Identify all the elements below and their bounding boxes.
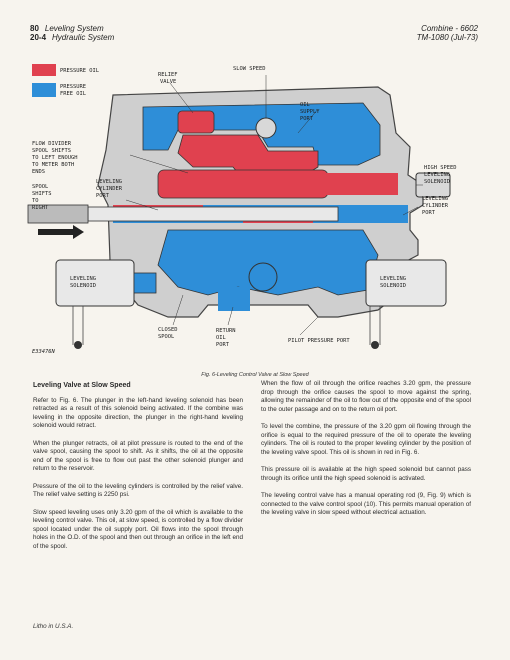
left-column — [33, 382, 243, 560]
left-cyl-port-label-1: LEVELING — [96, 179, 122, 185]
page-header-right — [417, 24, 478, 42]
return-port-bore — [249, 263, 277, 291]
spool-shifts-label-2: SHIFTS — [32, 191, 52, 197]
right-solenoid-label-1: LEVELING — [380, 276, 406, 282]
oil-supply-port-label-1: OIL — [300, 102, 310, 108]
left-paragraph-3: Pressure of the oil to the leveling cylinders is controlled by the relief valve. The relief valve setting is 2250 psi. — [33, 482, 243, 498]
footer-litho: Litho in U.S.A. — [33, 623, 74, 630]
right-cyl-port-label-1: LEVELING — [422, 196, 448, 202]
relief-valve — [178, 111, 214, 133]
flow-divider-label-4: TO METER BOTH — [32, 162, 75, 168]
leveling-valve-diagram — [18, 55, 496, 373]
valve-spool — [88, 207, 338, 221]
subsection-number: 20-4 — [30, 33, 47, 42]
legend-free-label-1: PRESSURE — [60, 84, 86, 90]
left-paragraph-4: Slow speed leveling uses only 3.20 gpm of the oil which is available to the leveling control valve. This oil, at slow speed, is controlled by a flow divider spool located under the oil supply port. Oil flows into the spool through holes in the O.D. of the spool and then out through an orifice in the left end of the spool. — [33, 508, 243, 550]
slow-speed-plug — [256, 118, 276, 138]
return-oil-port-label-3: PORT — [216, 342, 229, 348]
oil-supply-port-label-2: SUPPLY — [300, 109, 320, 115]
closed-spool-label-2: SPOOL — [158, 334, 175, 340]
figure-caption: Fig. 6-Leveling Control Valve at Slow Speed — [201, 372, 309, 378]
left-paragraph-1: Refer to Fig. 6. The plunger in the left-hand leveling solenoid has been retracted as a result of this solenoid being activated. If the combine was leveling in the opposite direction, the plunger in the right-hand leveling solenoid would retract. — [33, 396, 243, 429]
high-speed-solenoid-label-3: SOLENOID — [424, 179, 450, 185]
return-oil-port-label-1: RETURN — [216, 328, 236, 334]
right-cyl-port-label-2: CYLINDER — [422, 203, 448, 209]
figure-code: E33476N — [32, 349, 55, 355]
relief-valve-label-1: RELIEF — [158, 72, 178, 78]
spool-shifts-label-3: TO — [32, 198, 39, 204]
free-oil-return-passage — [218, 287, 250, 311]
page-header-left — [30, 24, 114, 42]
leveling-solenoid-right — [366, 260, 446, 306]
section-heading: Leveling Valve at Slow Speed — [33, 382, 131, 389]
left-paragraph-2: When the plunger retracts, oil at pilot pressure is routed to the end of the valve spool, causing the spool to shift. As it shifts, the oil at the opposite end of the spool is free to flow out past the other solenoid plunger and return to the reservoir. — [33, 439, 243, 472]
left-solenoid-plunger — [134, 273, 156, 293]
section-title: Leveling System — [44, 24, 104, 33]
relief-valve-label-2: VALVE — [160, 79, 177, 85]
left-cyl-port-label-2: CYLINDER — [96, 186, 122, 192]
legend-pressure-label: PRESSURE OIL — [60, 68, 99, 74]
closed-spool-label-1: CLOSED — [158, 327, 178, 333]
arrow-right-icon — [38, 225, 84, 239]
right-paragraph-2: To level the combine, the pressure of the 3.20 gpm oil flowing through the orifice is equal to the required pressure of the oil to operate the leveling cylinders. The oil is routed to the proper leveling cylinder by the position of the leveling valve spool. This oil is shown in red in Fig. 6. — [261, 423, 471, 456]
spool-shifts-label-4: RIGHT — [32, 205, 49, 211]
left-solenoid-label-2: SOLENOID — [70, 283, 96, 289]
right-column — [261, 380, 471, 527]
spool-shifts-label-1: SPOOL — [32, 184, 49, 190]
flow-divider-label-2: SPOOL SHIFTS — [32, 148, 71, 154]
high-speed-solenoid-label-1: HIGH SPEED — [424, 165, 457, 171]
mounting-bolt-left — [74, 341, 82, 349]
return-oil-port-label-2: OIL — [216, 335, 226, 341]
legend-pressure-swatch — [32, 64, 56, 76]
legend-free-label-2: FREE OIL — [60, 91, 86, 97]
slow-speed-label: SLOW SPEED — [233, 66, 266, 72]
page-number: 80 — [30, 24, 39, 33]
subsection-title: Hydraulic System — [52, 33, 115, 42]
left-solenoid-label-1: LEVELING — [70, 276, 96, 282]
right-cyl-port-label-3: PORT — [422, 210, 435, 216]
flow-divider-label-3: TO LEFT ENOUGH — [32, 155, 78, 161]
legend-free-swatch — [32, 83, 56, 97]
right-paragraph-4: The leveling control valve has a manual operating rod (9, Fig. 9) which is connected to the valve control spool (10). This permits manual operation of the leveling valve in slow speed without electrical actuation. — [261, 492, 471, 516]
right-paragraph-1: When the flow of oil through the orifice reaches 3.20 gpm, the pressure drop through the orifice causes the spool to move against the spring, allowing the remainder of the oil to flow out of the opposite end of the spool to the outer passage and on to the return oil port. — [261, 380, 471, 413]
right-paragraph-3: This pressure oil is available at the high speed solenoid but cannot pass through its orifice until the high speed solenoid is activated. — [261, 466, 471, 482]
pressure-oil-flow-divider — [158, 170, 328, 198]
pressure-oil-high-speed-passage — [318, 173, 398, 195]
high-speed-solenoid-label-2: LEVELING — [424, 172, 450, 178]
left-cyl-port-label-3: PORT — [96, 193, 109, 199]
oil-supply-port-label-3: PORT — [300, 116, 313, 122]
mounting-bolt-right — [371, 341, 379, 349]
right-solenoid-label-2: SOLENOID — [380, 283, 406, 289]
machine-name: Combine - 6602 — [421, 24, 478, 33]
flow-divider-label-1: FLOW DIVIDER — [32, 141, 71, 147]
manual-code: TM-1080 (Jul-73) — [416, 33, 478, 42]
flow-divider-label-5: ENDS — [32, 169, 45, 175]
pilot-pressure-port-label: PILOT PRESSURE PORT — [288, 338, 350, 344]
